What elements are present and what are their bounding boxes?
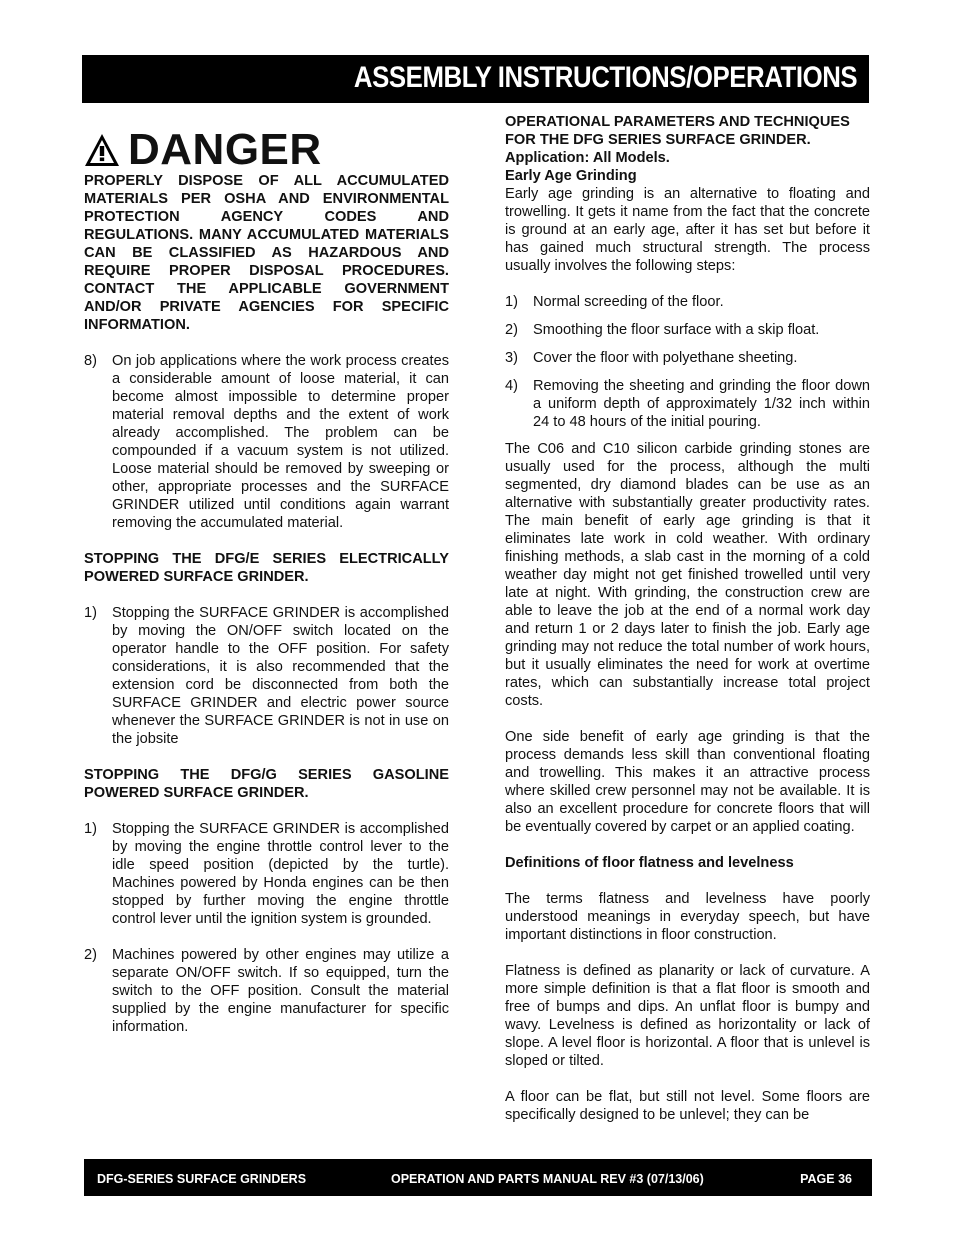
warning-triangle-icon — [84, 133, 120, 167]
definitions-heading: Definitions of floor flatness and levelness — [505, 855, 794, 871]
item-number: 1) — [84, 605, 97, 621]
right-column — [505, 113, 870, 1124]
header-bar — [82, 55, 869, 103]
paragraph: The terms flatness and levelness have poorly understood meanings in everyday speech, but have important distinctions in floor construction. — [505, 891, 870, 943]
early-age-heading: Early Age Grinding — [505, 168, 637, 184]
step-number: 2) — [505, 322, 518, 338]
step-text: Removing the sheeting and grinding the floor down a uniform depth of approximately 1/32 inch within 24 to 48 hours of the initial pouring. — [533, 378, 870, 430]
step-number: 1) — [505, 294, 518, 310]
left-column — [84, 125, 449, 1036]
item-text: Stopping the SURFACE GRINDER is accomplished by moving the ON/OFF switch located on the operator handle to the OFF position. For safety considerations, it is also recommended that the extension cord be disconnected from both the SURFACE GRINDER and electric power source whenever the SURFACE GRINDER is not in use on the jobsite — [112, 605, 449, 747]
item-text: On job applications where the work process creates a considerable amount of loose material, it can become almost impossible to determine proper material removal depths and the extent of work already accomplished. The problem can be compounded if a vacuum system is not utilized. Loose material should be removed by sweeping or other, appropriate processes and the SURFACE GRINDER utilized until conditions again warrant removing the accumulated material. — [112, 353, 449, 531]
list-item — [84, 946, 449, 1036]
danger-heading — [84, 125, 449, 174]
footer-bar — [84, 1159, 872, 1196]
step-text: Normal screeding of the floor. — [533, 294, 724, 310]
paragraph: The C06 and C10 silicon carbide grinding stones are usually used for the process, although the multi segmented, dry diamond blades can be use as an alternative with substantially greater productivity rates. The main benefit of early age grinding is that it eliminates late work in cold weather. With ordinary finishing methods, a slab cast in the morning of a cold weather day might not get finished trowelled until very late at night. With grinding, the construction crew are able to leave the job at the end of a normal work day and return 1 or 2 days later to finish the job. Early age grinding may not reduce the total number of work hours, but it usually eliminates the need for work at overtime rates, which can substantially increase total project costs. — [505, 441, 870, 709]
danger-text: PROPERLY DISPOSE OF ALL ACCUMULATED MATERIALS PER OSHA AND ENVIRONMENTAL PROTECTION AGENCY CODES AND REGULATIONS. MANY ACCUMULATED MATERIALS CAN BE CLASSIFIED AS HAZARDOUS AND REQUIRE PROPER DISPOSAL PROCEDURES. CONTACT THE APPLICABLE GOVERNMENT AND/OR PRIVATE AGENCIES FOR SPECIFIC INFORMATION. — [84, 173, 449, 333]
step-item — [505, 349, 870, 367]
step-item — [505, 377, 870, 431]
list-item — [84, 820, 449, 928]
item-text: Stopping the SURFACE GRINDER is accomplished by moving the engine throttle control lever to the idle speed position (depicted by the turtle). Machines powered by Honda engines can be then stopped by further moving the engine throttle control lever until the ignition system is grounded. — [112, 821, 449, 927]
intro-paragraph: Early age grinding is an alternative to floating and trowelling. It gets it name from the fact that the concrete is ground at an early age, after it has set but before it has gained much structural strength. The process usually involves the following steps: — [505, 186, 870, 274]
footer-series: DFG-SERIES SURFACE GRINDERS — [97, 1172, 307, 1186]
step-number: 4) — [505, 378, 518, 394]
operational-heading: OPERATIONAL PARAMETERS AND TECHNIQUES FOR THE DFG SERIES SURFACE GRINDER. — [505, 114, 850, 148]
footer-page-number: PAGE 36 — [800, 1172, 852, 1186]
danger-label: DANGER — [128, 125, 322, 174]
item-number: 1) — [84, 821, 97, 837]
footer-manual: OPERATION AND PARTS MANUAL REV #3 (07/13/06) — [391, 1172, 704, 1186]
item-number: 2) — [84, 947, 97, 963]
section-heading-gasoline: STOPPING THE DFG/G SERIES GASOLINE POWERED SURFACE GRINDER. — [84, 767, 449, 801]
step-item — [505, 321, 870, 339]
step-item — [505, 293, 870, 311]
section-heading-electric: STOPPING THE DFG/E SERIES ELECTRICALLY POWERED SURFACE GRINDER. — [84, 551, 449, 585]
list-item — [84, 352, 449, 532]
item-number: 8) — [84, 353, 97, 369]
paragraph: One side benefit of early age grinding is that the process demands less skill than conventional floating and trowelling. This makes it an attractive process where skilled crew personnel may not be available. It is also an excellent procedure for concrete floors that will be eventually covered by carpet or an applied coating. — [505, 729, 870, 835]
paragraph: Flatness is defined as planarity or lack of curvature. A more simple definition is that a flat floor is smooth and free of bumps and dips. An unflat floor is bumpy and wavy. Levelness is defined as horizontality or lack of slope. A level floor is horizontal. A floor that is unlevel is sloped or tilted. — [505, 963, 870, 1069]
step-text: Smoothing the floor surface with a skip float. — [533, 322, 820, 338]
item-text: Machines powered by other engines may utilize a separate ON/OFF switch. If so equipped, turn the switch to the OFF position. Consult the material supplied by the engine manufacturer for specific information. — [112, 947, 449, 1035]
paragraph: A floor can be flat, but still not level. Some floors are specifically designed to be unlevel; they can be — [505, 1089, 870, 1123]
step-number: 3) — [505, 350, 518, 366]
list-item — [84, 604, 449, 748]
page-title: ASSEMBLY INSTRUCTIONS/OPERATIONS — [353, 61, 857, 94]
step-text: Cover the floor with polyethane sheeting. — [533, 350, 798, 366]
application-line: Application: All Models. — [505, 150, 670, 166]
